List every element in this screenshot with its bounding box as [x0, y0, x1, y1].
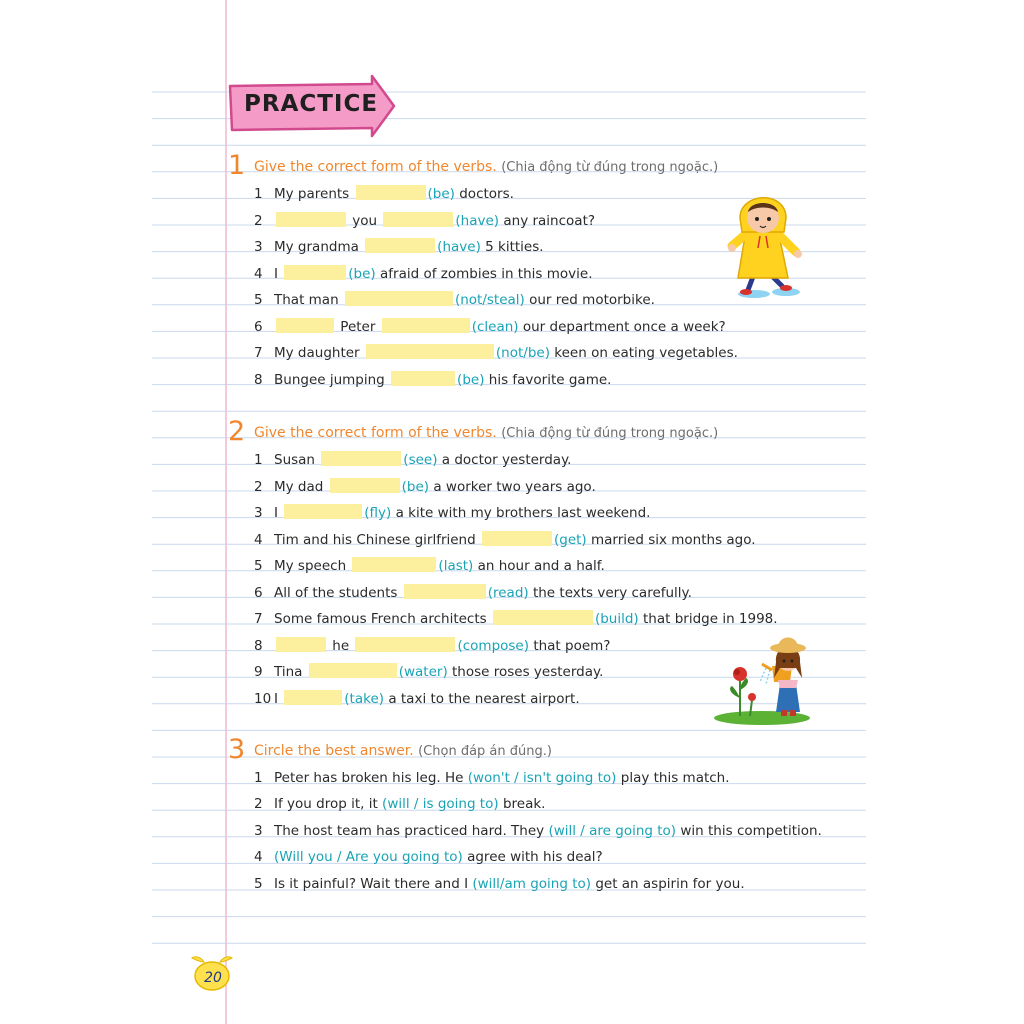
item-text: a worker two years ago.: [433, 479, 596, 495]
answer-blank[interactable]: [284, 504, 362, 519]
section-3-instruction-vn: (Chọn đáp án đúng.): [418, 744, 552, 759]
answer-blank[interactable]: [276, 318, 334, 333]
section-1-instruction: [254, 157, 718, 178]
item-text: you: [352, 213, 378, 229]
exercise-row: [254, 768, 730, 788]
item-text: afraid of zombies in this movie.: [380, 266, 593, 282]
verb-hint: (be): [401, 479, 430, 495]
verb-hint: (be): [427, 186, 455, 202]
section-3-instruction: [254, 741, 552, 762]
verb-hint: (not/be): [495, 345, 550, 361]
answer-blank[interactable]: [391, 371, 455, 386]
item-text: play this match.: [620, 770, 730, 786]
item-number: 6: [254, 585, 263, 601]
section-1-instruction-vn: (Chia động từ đúng trong ngoặc.): [501, 160, 719, 175]
item-text: I: [274, 505, 278, 521]
item-text: any raincoat?: [503, 213, 596, 229]
section-2-instruction: [254, 423, 718, 444]
answer-blank[interactable]: [352, 557, 436, 572]
answer-options[interactable]: (will / is going to): [382, 796, 499, 812]
exercise-row: [254, 609, 778, 629]
item-text: win this competition.: [680, 823, 822, 839]
item-number: 4: [254, 266, 263, 282]
practice-header: [226, 74, 398, 140]
item-number: 8: [254, 372, 263, 388]
exercise-row: [254, 583, 692, 603]
verb-hint: (not/steal): [454, 292, 525, 308]
item-text: Peter: [340, 319, 376, 335]
item-number: 9: [254, 664, 263, 680]
section-3-number: 3: [228, 734, 246, 765]
item-text: that bridge in 1998.: [643, 611, 778, 627]
item-text: Tim and his Chinese girlfriend: [274, 532, 476, 548]
exercise-row: [254, 556, 605, 576]
item-text: 5 kitties.: [485, 239, 544, 255]
section-2-number: 2: [228, 416, 246, 447]
verb-hint: (water): [398, 664, 448, 680]
item-number: 5: [254, 876, 263, 892]
item-number: 4: [254, 532, 263, 548]
item-text: Is it painful? Wait there and I: [274, 876, 469, 892]
item-text: keen on eating vegetables.: [554, 345, 738, 361]
answer-blank[interactable]: [482, 531, 552, 546]
item-number: 5: [254, 292, 263, 308]
item-text: Peter has broken his leg. He: [274, 770, 464, 786]
item-text: a taxi to the nearest airport.: [388, 691, 580, 707]
item-number: 10: [254, 691, 272, 707]
item-number: 2: [254, 479, 263, 495]
item-text: married six months ago.: [590, 532, 756, 548]
item-text: If you drop it, it: [274, 796, 378, 812]
answer-options[interactable]: (won't / isn't going to): [467, 770, 617, 786]
exercise-row: [254, 211, 595, 231]
item-number: 2: [254, 213, 263, 229]
item-text: our red motorbike.: [529, 292, 655, 308]
exercise-row: [254, 847, 603, 867]
item-text: his favorite game.: [488, 372, 612, 388]
answer-blank[interactable]: [365, 238, 435, 253]
exercise-row: [254, 317, 726, 337]
item-text: break.: [502, 796, 546, 812]
item-text: the texts very carefully.: [532, 585, 692, 601]
verb-hint: (build): [594, 611, 639, 627]
section-3-instruction-en: Circle the best answer.: [254, 743, 414, 759]
item-text: a doctor yesterday.: [441, 452, 572, 468]
answer-options[interactable]: (will / are going to): [548, 823, 677, 839]
item-text: I: [274, 691, 278, 707]
answer-blank[interactable]: [355, 637, 455, 652]
exercise-row: [254, 450, 571, 470]
item-text: My daughter: [274, 345, 360, 361]
answer-blank[interactable]: [276, 212, 346, 227]
item-text: The host team has practiced hard. They: [274, 823, 545, 839]
section-1-number: 1: [228, 150, 246, 181]
verb-hint: (read): [487, 585, 529, 601]
answer-options[interactable]: (Will you / Are you going to): [274, 849, 463, 865]
item-text: an hour and a half.: [477, 558, 605, 574]
item-text: our department once a week?: [522, 319, 726, 335]
verb-hint: (get): [553, 532, 587, 548]
answer-blank[interactable]: [284, 265, 346, 280]
answer-blank[interactable]: [366, 344, 494, 359]
item-text: he: [332, 638, 350, 654]
page-title: PRACTICE: [244, 91, 379, 117]
exercise-row: [254, 370, 611, 390]
item-number: 3: [254, 505, 263, 521]
item-number: 7: [254, 345, 263, 361]
item-text: that poem?: [533, 638, 611, 654]
verb-hint: (have): [437, 239, 481, 255]
answer-blank[interactable]: [276, 637, 326, 652]
exercise-row: [254, 689, 580, 709]
verb-hint: (have): [455, 213, 500, 229]
item-text: get an aspirin for you.: [595, 876, 745, 892]
girl-watering-roses-icon: [710, 628, 812, 726]
exercise-row: [254, 237, 544, 257]
exercise-row: [254, 184, 514, 204]
item-number: 5: [254, 558, 263, 574]
item-number: 8: [254, 638, 263, 654]
item-number: 2: [254, 796, 263, 812]
item-text: agree with his deal?: [467, 849, 603, 865]
item-text: I: [274, 266, 278, 282]
item-text: Some famous French architects: [274, 611, 487, 627]
answer-options[interactable]: (will/am going to): [472, 876, 592, 892]
section-1-instruction-en: Give the correct form of the verbs.: [254, 159, 497, 175]
item-text: those roses yesterday.: [452, 664, 604, 680]
exercise-row: [254, 662, 603, 682]
answer-blank[interactable]: [356, 185, 426, 200]
answer-blank[interactable]: [383, 212, 453, 227]
answer-blank[interactable]: [321, 451, 401, 466]
exercise-row: [254, 264, 592, 284]
item-text: doctors.: [459, 186, 514, 202]
verb-hint: (be): [348, 266, 376, 282]
verb-hint: (be): [457, 372, 485, 388]
exercise-row: [254, 290, 655, 310]
page-number: 20: [204, 970, 222, 986]
item-text: My dad: [274, 479, 324, 495]
item-number: 3: [254, 239, 263, 255]
answer-blank[interactable]: [493, 610, 593, 625]
answer-blank[interactable]: [309, 663, 397, 678]
verb-hint: (clean): [471, 319, 519, 335]
item-number: 1: [254, 770, 263, 786]
answer-blank[interactable]: [404, 584, 486, 599]
item-text: a kite with my brothers last weekend.: [395, 505, 651, 521]
item-text: My parents: [274, 186, 350, 202]
answer-blank[interactable]: [330, 478, 400, 493]
exercise-row: [254, 636, 610, 656]
item-number: 1: [254, 186, 263, 202]
item-number: 3: [254, 823, 263, 839]
section-2-instruction-vn: (Chia động từ đúng trong ngoặc.): [501, 426, 719, 441]
item-text: Bungee jumping: [274, 372, 385, 388]
exercise-row: [254, 821, 822, 841]
raincoat-child-icon: [726, 182, 810, 302]
item-text: My speech: [274, 558, 347, 574]
item-text: Susan: [274, 452, 315, 468]
section-2-instruction-en: Give the correct form of the verbs.: [254, 425, 497, 441]
item-number: 1: [254, 452, 263, 468]
exercise-row: [254, 477, 596, 497]
exercise-row: [254, 343, 738, 363]
verb-hint: (fly): [364, 505, 392, 521]
exercise-row: [254, 530, 756, 550]
exercise-row: [254, 503, 650, 523]
exercise-row: [254, 794, 545, 814]
item-text: That man: [274, 292, 339, 308]
answer-blank[interactable]: [345, 291, 453, 306]
verb-hint: (compose): [457, 638, 530, 654]
item-number: 7: [254, 611, 263, 627]
verb-hint: (take): [344, 691, 385, 707]
item-text: My grandma: [274, 239, 359, 255]
verb-hint: (see): [403, 452, 438, 468]
answer-blank[interactable]: [284, 690, 342, 705]
item-number: 6: [254, 319, 263, 335]
item-text: Tina: [274, 664, 303, 680]
answer-blank[interactable]: [382, 318, 470, 333]
exercise-row: [254, 874, 745, 894]
verb-hint: (last): [438, 558, 474, 574]
item-number: 4: [254, 849, 263, 865]
item-text: All of the students: [274, 585, 398, 601]
